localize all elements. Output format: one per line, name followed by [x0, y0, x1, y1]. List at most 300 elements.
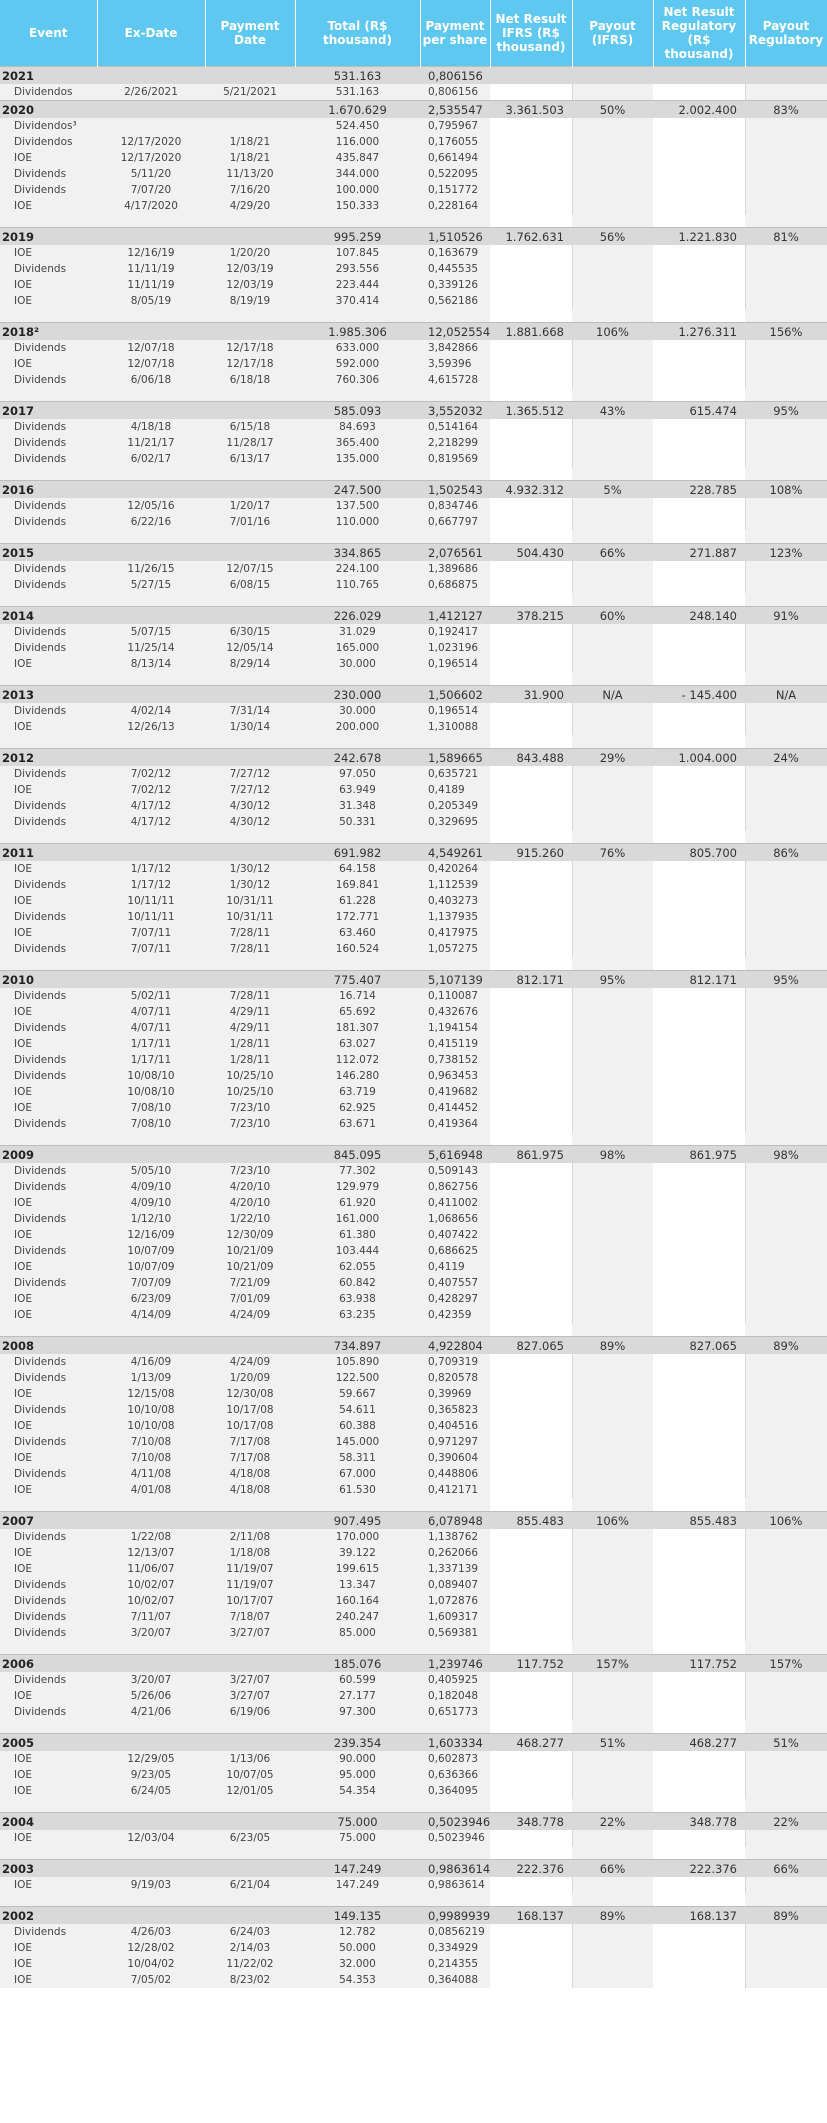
event-total: 30.000 [295, 656, 420, 672]
table-row [0, 293, 827, 309]
empty-cell [653, 1259, 745, 1275]
year-payment-per-share: 0,806156 [420, 67, 490, 85]
table-row [0, 1972, 827, 1988]
empty-cell [653, 656, 745, 672]
event-payment-per-share: 0,9863614 [420, 1877, 490, 1893]
empty-cell [490, 1291, 572, 1307]
event-type: IOE [0, 1450, 97, 1466]
net-result-regulatory [653, 67, 745, 85]
empty-cell [0, 1498, 97, 1512]
empty-cell [420, 467, 490, 481]
event-total: 97.050 [295, 766, 420, 782]
empty-cell [205, 1498, 295, 1512]
net-result-regulatory: 805.700 [653, 844, 745, 862]
payment-date: 7/28/11 [205, 988, 295, 1004]
empty-cell [745, 861, 827, 877]
empty-cell [572, 735, 653, 749]
ex-date: 12/28/02 [97, 1940, 205, 1956]
event-payment-per-share: 0,963453 [420, 1068, 490, 1084]
event-type: IOE [0, 198, 97, 214]
empty-cell [205, 749, 295, 767]
event-total: 60.599 [295, 1672, 420, 1688]
spacer-row [0, 1799, 827, 1813]
empty-cell [490, 1641, 572, 1655]
empty-cell [490, 814, 572, 830]
empty-cell [205, 101, 295, 119]
ex-date: 12/29/05 [97, 1751, 205, 1767]
year-summary-row [0, 1907, 827, 1925]
empty-cell [572, 1466, 653, 1482]
empty-cell [572, 1307, 653, 1323]
net-result-ifrs: 468.277 [490, 1734, 572, 1752]
empty-cell [572, 1625, 653, 1641]
payment-date: 1/30/12 [205, 861, 295, 877]
year-total: 334.865 [295, 544, 420, 562]
year-label: 2002 [0, 1907, 97, 1925]
table-row [0, 1466, 827, 1482]
empty-cell [490, 1370, 572, 1386]
empty-cell [745, 1688, 827, 1704]
net-result-ifrs: 1.762.631 [490, 228, 572, 246]
table-row [0, 84, 827, 101]
empty-cell [295, 957, 420, 971]
event-payment-per-share: 0,339126 [420, 277, 490, 293]
empty-cell [572, 1100, 653, 1116]
net-result-regulatory: 1.004.000 [653, 749, 745, 767]
ex-date: 5/07/15 [97, 624, 205, 640]
event-total: 64.158 [295, 861, 420, 877]
ex-date: 4/17/12 [97, 814, 205, 830]
empty-cell [572, 1036, 653, 1052]
payment-date: 4/29/20 [205, 198, 295, 214]
payment-date: 1/20/17 [205, 498, 295, 514]
event-type: Dividends [0, 1625, 97, 1641]
payment-date [205, 118, 295, 134]
year-label: 2009 [0, 1146, 97, 1164]
empty-cell [653, 1924, 745, 1940]
payment-date: 1/18/21 [205, 134, 295, 150]
event-total: 85.000 [295, 1625, 420, 1641]
empty-cell [572, 372, 653, 388]
year-label: 2013 [0, 686, 97, 704]
event-payment-per-share: 0,0856219 [420, 1924, 490, 1940]
empty-cell [97, 1846, 205, 1860]
ex-date: 11/06/07 [97, 1561, 205, 1577]
empty-cell [653, 814, 745, 830]
net-result-ifrs: 378.215 [490, 607, 572, 625]
empty-cell [205, 957, 295, 971]
empty-cell [745, 1020, 827, 1036]
empty-cell [490, 1545, 572, 1561]
empty-cell [490, 782, 572, 798]
empty-cell [745, 1370, 827, 1386]
payment-date: 8/19/19 [205, 293, 295, 309]
ex-date: 4/17/2020 [97, 198, 205, 214]
empty-cell [572, 1418, 653, 1434]
table-row [0, 1783, 827, 1799]
empty-cell [97, 1799, 205, 1813]
payment-date: 11/19/07 [205, 1577, 295, 1593]
event-type: Dividends [0, 814, 97, 830]
ex-date: 12/07/18 [97, 356, 205, 372]
ex-date: 10/10/08 [97, 1402, 205, 1418]
empty-cell [745, 309, 827, 323]
year-payment-per-share: 1,239746 [420, 1655, 490, 1673]
event-type: Dividends [0, 877, 97, 893]
empty-cell [745, 182, 827, 198]
empty-cell [653, 1036, 745, 1052]
event-payment-per-share: 0,403273 [420, 893, 490, 909]
empty-cell [97, 544, 205, 562]
event-total: 39.122 [295, 1545, 420, 1561]
net-result-ifrs: 4.932.312 [490, 481, 572, 499]
table-row [0, 1227, 827, 1243]
empty-cell [745, 84, 827, 101]
empty-cell [97, 1734, 205, 1752]
ex-date: 5/05/10 [97, 1163, 205, 1179]
empty-cell [490, 1068, 572, 1084]
empty-cell [572, 1163, 653, 1179]
empty-cell [653, 1450, 745, 1466]
event-type: Dividends [0, 1593, 97, 1609]
net-result-regulatory: - 145.400 [653, 686, 745, 704]
empty-cell [653, 1116, 745, 1132]
empty-cell [0, 1799, 97, 1813]
spacer-row [0, 1893, 827, 1907]
event-type: Dividends [0, 1354, 97, 1370]
empty-cell [745, 1132, 827, 1146]
empty-cell [653, 214, 745, 228]
empty-cell [97, 1655, 205, 1673]
net-result-regulatory: 855.483 [653, 1512, 745, 1530]
event-total: 107.845 [295, 245, 420, 261]
empty-cell [97, 971, 205, 989]
empty-cell [572, 1195, 653, 1211]
empty-cell [490, 166, 572, 182]
event-total: 169.841 [295, 877, 420, 893]
payout-regulatory: 157% [745, 1655, 827, 1673]
empty-cell [653, 798, 745, 814]
net-result-ifrs: 3.361.503 [490, 101, 572, 119]
net-result-ifrs: 861.975 [490, 1146, 572, 1164]
ex-date: 12/17/2020 [97, 150, 205, 166]
empty-cell [653, 909, 745, 925]
table-row [0, 1450, 827, 1466]
payment-date: 4/18/08 [205, 1482, 295, 1498]
empty-cell [572, 1799, 653, 1813]
empty-cell [490, 1195, 572, 1211]
payout-ifrs: 66% [572, 544, 653, 562]
event-type: IOE [0, 861, 97, 877]
empty-cell [653, 388, 745, 402]
payment-date: 4/30/12 [205, 798, 295, 814]
payment-date: 10/17/08 [205, 1418, 295, 1434]
payment-date: 7/28/11 [205, 941, 295, 957]
year-payment-per-share: 2,076561 [420, 544, 490, 562]
empty-cell [653, 561, 745, 577]
empty-cell [653, 988, 745, 1004]
payment-date: 6/30/15 [205, 624, 295, 640]
event-total: 435.847 [295, 150, 420, 166]
event-payment-per-share: 0,214355 [420, 1956, 490, 1972]
ex-date: 8/05/19 [97, 293, 205, 309]
empty-cell [205, 544, 295, 562]
empty-cell [420, 1641, 490, 1655]
empty-cell [653, 261, 745, 277]
event-type: IOE [0, 1561, 97, 1577]
empty-cell [295, 672, 420, 686]
empty-cell [745, 735, 827, 749]
event-total: 161.000 [295, 1211, 420, 1227]
empty-cell [745, 719, 827, 735]
empty-cell [490, 1482, 572, 1498]
net-result-ifrs: 1.881.668 [490, 323, 572, 341]
empty-cell [490, 1799, 572, 1813]
payout-ifrs: 98% [572, 1146, 653, 1164]
empty-cell [572, 1704, 653, 1720]
empty-cell [653, 1893, 745, 1907]
event-type: Dividends [0, 1370, 97, 1386]
empty-cell [490, 798, 572, 814]
event-total: 31.029 [295, 624, 420, 640]
empty-cell [745, 1799, 827, 1813]
empty-cell [572, 656, 653, 672]
empty-cell [490, 1956, 572, 1972]
empty-cell [572, 957, 653, 971]
empty-cell [97, 1337, 205, 1355]
empty-cell [490, 1498, 572, 1512]
payment-date: 1/30/14 [205, 719, 295, 735]
event-total: 160.524 [295, 941, 420, 957]
empty-cell [653, 1370, 745, 1386]
event-total: 30.000 [295, 703, 420, 719]
empty-cell [490, 1529, 572, 1545]
empty-cell [653, 1799, 745, 1813]
empty-cell [653, 419, 745, 435]
payout-regulatory: 51% [745, 1734, 827, 1752]
empty-cell [572, 1275, 653, 1291]
ex-date: 7/10/08 [97, 1434, 205, 1450]
empty-cell [745, 1830, 827, 1846]
empty-cell [572, 1767, 653, 1783]
event-type: IOE [0, 1418, 97, 1434]
empty-cell [490, 1625, 572, 1641]
event-payment-per-share: 0,636366 [420, 1767, 490, 1783]
net-result-regulatory: 117.752 [653, 1655, 745, 1673]
net-result-regulatory: 2.002.400 [653, 101, 745, 119]
empty-cell [205, 1132, 295, 1146]
payment-date: 1/30/12 [205, 877, 295, 893]
net-result-regulatory: 827.065 [653, 1337, 745, 1355]
empty-cell [572, 1179, 653, 1195]
empty-cell [745, 277, 827, 293]
empty-cell [572, 1068, 653, 1084]
payment-date: 1/20/09 [205, 1370, 295, 1386]
event-payment-per-share: 0,5023946 [420, 1830, 490, 1846]
empty-cell [490, 340, 572, 356]
event-type: IOE [0, 1751, 97, 1767]
year-summary-row [0, 67, 827, 85]
payment-date: 4/20/10 [205, 1195, 295, 1211]
empty-cell [653, 1323, 745, 1337]
empty-cell [572, 703, 653, 719]
net-result-regulatory: 348.778 [653, 1813, 745, 1831]
empty-cell [420, 1132, 490, 1146]
net-result-ifrs: 827.065 [490, 1337, 572, 1355]
ex-date: 7/08/10 [97, 1100, 205, 1116]
year-label: 2014 [0, 607, 97, 625]
payout-ifrs: 22% [572, 1813, 653, 1831]
empty-cell [572, 577, 653, 593]
empty-cell [205, 1720, 295, 1734]
event-payment-per-share: 0,365823 [420, 1402, 490, 1418]
payout-regulatory: 22% [745, 1813, 827, 1831]
empty-cell [490, 84, 572, 101]
table-row [0, 1163, 827, 1179]
empty-cell [653, 1132, 745, 1146]
year-total: 226.029 [295, 607, 420, 625]
empty-cell [745, 293, 827, 309]
empty-cell [572, 1561, 653, 1577]
empty-cell [490, 830, 572, 844]
empty-cell [572, 1020, 653, 1036]
empty-cell [653, 1498, 745, 1512]
empty-cell [653, 435, 745, 451]
table-row [0, 561, 827, 577]
year-total: 845.095 [295, 1146, 420, 1164]
event-total: 129.979 [295, 1179, 420, 1195]
payment-date: 12/17/18 [205, 340, 295, 356]
table-row [0, 1877, 827, 1893]
year-total: 585.093 [295, 402, 420, 420]
payment-date: 2/11/08 [205, 1529, 295, 1545]
ex-date: 7/05/02 [97, 1972, 205, 1988]
empty-cell [745, 814, 827, 830]
event-type: Dividends [0, 340, 97, 356]
empty-cell [490, 1688, 572, 1704]
payout-ifrs: 50% [572, 101, 653, 119]
empty-cell [490, 356, 572, 372]
event-total: 760.306 [295, 372, 420, 388]
payment-date: 10/31/11 [205, 893, 295, 909]
empty-cell [653, 1052, 745, 1068]
event-total: 62.055 [295, 1259, 420, 1275]
empty-cell [295, 1846, 420, 1860]
year-payment-per-share: 1,603334 [420, 1734, 490, 1752]
empty-cell [745, 1116, 827, 1132]
empty-cell [653, 150, 745, 166]
empty-cell [745, 134, 827, 150]
empty-cell [572, 1593, 653, 1609]
payment-date: 1/18/08 [205, 1545, 295, 1561]
event-total: 112.072 [295, 1052, 420, 1068]
payout-ifrs: 95% [572, 971, 653, 989]
empty-cell [490, 118, 572, 134]
empty-cell [572, 893, 653, 909]
empty-cell [572, 182, 653, 198]
event-type: Dividends [0, 703, 97, 719]
empty-cell [420, 388, 490, 402]
table-row [0, 261, 827, 277]
event-payment-per-share: 0,151772 [420, 182, 490, 198]
empty-cell [745, 1084, 827, 1100]
payment-date: 11/28/17 [205, 435, 295, 451]
table-row [0, 498, 827, 514]
event-type: IOE [0, 1100, 97, 1116]
table-row [0, 1704, 827, 1720]
empty-cell [0, 309, 97, 323]
empty-cell [572, 561, 653, 577]
empty-cell [745, 593, 827, 607]
event-type: IOE [0, 1877, 97, 1893]
payment-date: 1/28/11 [205, 1036, 295, 1052]
payment-date: 11/22/02 [205, 1956, 295, 1972]
ex-date: 12/03/04 [97, 1830, 205, 1846]
event-payment-per-share: 0,228164 [420, 198, 490, 214]
year-summary-row [0, 686, 827, 704]
empty-cell [97, 101, 205, 119]
table-row [0, 703, 827, 719]
ex-date: 8/13/14 [97, 656, 205, 672]
spacer-row [0, 957, 827, 971]
table-row [0, 150, 827, 166]
payment-date: 8/23/02 [205, 1972, 295, 1988]
net-result-regulatory: 1.276.311 [653, 323, 745, 341]
ex-date: 10/04/02 [97, 1956, 205, 1972]
event-total: 240.247 [295, 1609, 420, 1625]
table-row [0, 182, 827, 198]
empty-cell [490, 1386, 572, 1402]
payout-ifrs: 76% [572, 844, 653, 862]
empty-cell [745, 261, 827, 277]
empty-cell [653, 1163, 745, 1179]
ex-date: 10/02/07 [97, 1577, 205, 1593]
ex-date: 12/07/18 [97, 340, 205, 356]
empty-cell [490, 1307, 572, 1323]
event-total: 54.611 [295, 1402, 420, 1418]
table-row [0, 1259, 827, 1275]
event-type: Dividends [0, 372, 97, 388]
payout-ifrs [572, 67, 653, 85]
payment-date: 3/27/07 [205, 1672, 295, 1688]
event-type: Dividends [0, 514, 97, 530]
year-label: 2008 [0, 1337, 97, 1355]
year-total: 734.897 [295, 1337, 420, 1355]
spacer-row [0, 735, 827, 749]
payout-regulatory: 81% [745, 228, 827, 246]
table-row [0, 1609, 827, 1625]
payment-date: 12/03/19 [205, 277, 295, 293]
spacer-row [0, 530, 827, 544]
event-payment-per-share: 0,432676 [420, 1004, 490, 1020]
event-payment-per-share: 0,667797 [420, 514, 490, 530]
event-total: 145.000 [295, 1434, 420, 1450]
ex-date: 7/11/07 [97, 1609, 205, 1625]
empty-cell [205, 1846, 295, 1860]
event-total: 77.302 [295, 1163, 420, 1179]
event-type: IOE [0, 1972, 97, 1988]
ex-date: 2/26/2021 [97, 84, 205, 101]
empty-cell [295, 830, 420, 844]
empty-cell [745, 1036, 827, 1052]
net-result-ifrs: 843.488 [490, 749, 572, 767]
event-payment-per-share: 0,428297 [420, 1291, 490, 1307]
empty-cell [420, 214, 490, 228]
empty-cell [653, 1179, 745, 1195]
empty-cell [653, 1100, 745, 1116]
empty-cell [653, 1561, 745, 1577]
empty-cell [745, 1972, 827, 1988]
